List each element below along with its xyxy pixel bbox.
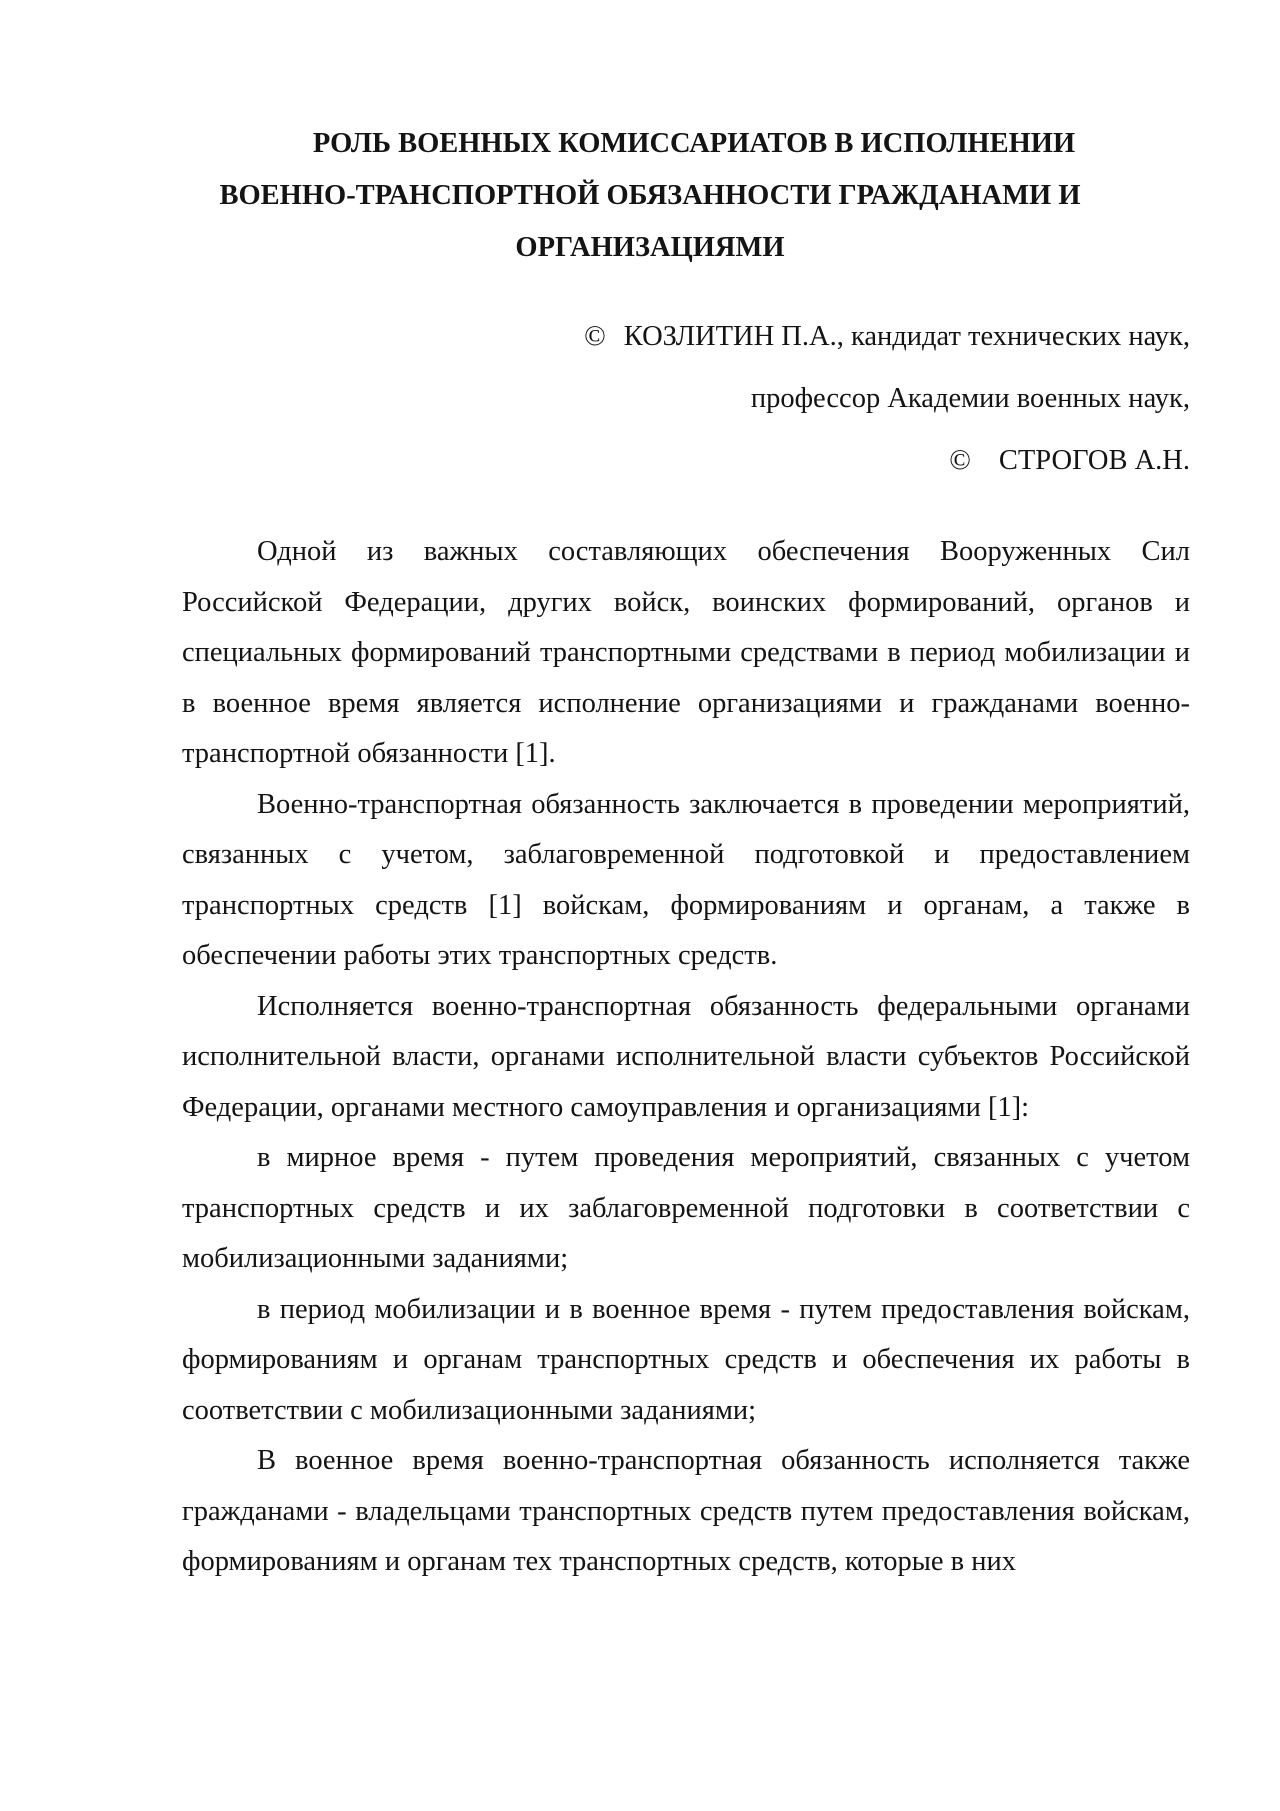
paragraph: В военное время военно-транспортная обязанность исполняется также гражданами - владельцами транспортных средств путем предоставления войскам, формированиям и органам тех транспортных средств, которые в них xyxy=(182,1445,1190,1577)
title-line-1: РОЛЬ ВОЕННЫХ КОМИССАРИАТОВ В ИСПОЛНЕНИИ xyxy=(312,128,1076,159)
paragraph: Исполняется военно-транспортная обязанность федеральными органами исполнительной власти, органами исполнительной власти субъектов Российской Федерации, органами местного самоуправления и организациями [1]: xyxy=(182,990,1190,1123)
document-body xyxy=(182,527,1190,1588)
paragraph: в период мобилизации и в военное время - путем предоставления войскам, формированиям и органам транспортных средств и обеспечения их работы в соответствии с мобилизационными заданиями; xyxy=(182,1293,1190,1426)
title-line-2: ВОЕННО-ТРАНСПОРТНОЙ ОБЯЗАННОСТИ ГРАЖДАНАМИ И xyxy=(219,180,1081,211)
copyright-symbol: © xyxy=(584,321,606,352)
author-1-line xyxy=(584,306,1190,368)
author-1-position: профессор Академии военных наук, xyxy=(750,383,1190,414)
authors-block xyxy=(584,306,1190,492)
author-1-name: КОЗЛИТИН П.А., кандидат технических наук, xyxy=(623,321,1190,352)
author-2-line xyxy=(584,430,1190,492)
paragraph: Одной из важных составляющих обеспечения Вооруженных Сил Российской Федерации, других войск, воинских формирований, органов и специальных формирований транспортными средствами в период мобилизации и в военное время является исполнение организациями и гражданами военно-транспортной обязанности [1]. xyxy=(182,536,1190,769)
document-title xyxy=(170,118,1130,274)
paragraph: Военно-транспортная обязанность заключается в проведении мероприятий, связанных с учетом, заблаговременной подготовкой и предоставлением транспортных средств [1] войскам, формированиям и органам, а также в обеспечении работы этих транспортных средств. xyxy=(182,788,1190,971)
author-2-name: СТРОГОВ А.Н. xyxy=(998,445,1190,476)
copyright-symbol: © xyxy=(949,445,971,476)
paragraph: в мирное время - путем проведения мероприятий, связанных с учетом транспортных средств и их заблаговременной подготовки в соответствии с мобилизационными заданиями; xyxy=(182,1142,1190,1274)
title-line-3: ОРГАНИЗАЦИЯМИ xyxy=(515,232,785,263)
